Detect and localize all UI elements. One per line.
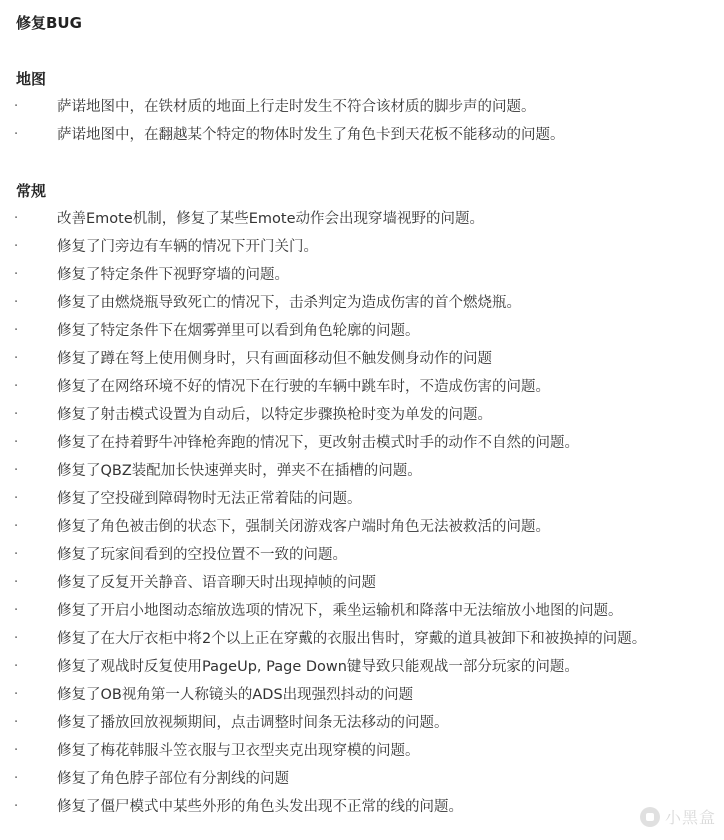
list-item-text: 修复了僵尸模式中某些外形的角色头发出现不正常的线的问题。 xyxy=(57,799,463,815)
list-item xyxy=(0,683,724,711)
list-item-text: 修复了观战时反复使用PageUp, Page Down键导致只能观战一部分玩家的问题。 xyxy=(57,659,579,675)
list-item xyxy=(0,263,724,291)
list-item-text: 修复了在持着野牛冲锋枪奔跑的情况下，更改射击模式时手的动作不自然的问题。 xyxy=(57,435,579,451)
bullet-dot: · xyxy=(14,127,19,142)
watermark-text: 小黑盒 xyxy=(664,808,716,827)
section-heading-map: 地图 xyxy=(16,70,47,88)
watermark xyxy=(640,805,716,828)
list-item xyxy=(0,767,724,795)
list-item xyxy=(0,739,724,767)
list-item-text: 修复了在大厅衣柜中将2个以上正在穿戴的衣服出售时，穿戴的道具被卸下和被换掉的问题。 xyxy=(57,631,647,647)
list-item-text: 修复了特定条件下在烟雾弹里可以看到角色轮廓的问题。 xyxy=(57,323,420,339)
page-title: 修复BUG xyxy=(16,14,82,32)
bullet-dot: · xyxy=(14,659,19,674)
list-item xyxy=(0,795,724,823)
list-item-text: 修复了蹲在弩上使用侧身时，只有画面移动但不触发侧身动作的问题 xyxy=(57,351,492,367)
list-item-text: 修复了在网络环境不好的情况下在行驶的车辆中跳车时，不造成伤害的问题。 xyxy=(57,379,550,395)
list-item-text: 修复了OB视角第一人称镜头的ADS出现强烈抖动的问题 xyxy=(57,687,414,703)
section-heading-general: 常规 xyxy=(16,182,47,200)
map-fix-list xyxy=(0,95,724,151)
bullet-dot: · xyxy=(14,771,19,786)
list-item xyxy=(0,95,724,123)
bullet-dot: · xyxy=(14,351,19,366)
bullet-dot: · xyxy=(14,323,19,338)
bullet-dot: · xyxy=(14,519,19,534)
list-item-text: 修复了反复开关静音、语音聊天时出现掉帧的问题 xyxy=(57,575,376,591)
list-item-text: 修复了玩家间看到的空投位置不一致的问题。 xyxy=(57,547,347,563)
bullet-dot: · xyxy=(14,743,19,758)
general-fix-list xyxy=(0,207,724,823)
bullet-dot: · xyxy=(14,715,19,730)
list-item xyxy=(0,543,724,571)
list-item-text: 修复了门旁边有车辆的情况下开门关门。 xyxy=(57,239,318,255)
list-item-text: 修复了特定条件下视野穿墙的问题。 xyxy=(57,267,289,283)
watermark-logo-icon xyxy=(640,807,660,827)
list-item xyxy=(0,291,724,319)
list-item-text: 修复了梅花韩服斗笠衣服与卫衣型夹克出现穿模的问题。 xyxy=(57,743,420,759)
bullet-dot: · xyxy=(14,435,19,450)
bullet-dot: · xyxy=(14,379,19,394)
list-item xyxy=(0,319,724,347)
list-item xyxy=(0,459,724,487)
list-item xyxy=(0,571,724,599)
list-item xyxy=(0,655,724,683)
list-item xyxy=(0,347,724,375)
bullet-dot: · xyxy=(14,295,19,310)
bullet-dot: · xyxy=(14,799,19,814)
list-item xyxy=(0,599,724,627)
bullet-dot: · xyxy=(14,687,19,702)
list-item xyxy=(0,235,724,263)
list-item-text: 修复了角色脖子部位有分割线的问题 xyxy=(57,771,289,787)
list-item-text: 修复了播放回放视频期间，点击调整时间条无法移动的问题。 xyxy=(57,715,449,731)
bullet-dot: · xyxy=(14,99,19,114)
bullet-dot: · xyxy=(14,575,19,590)
list-item xyxy=(0,375,724,403)
list-item-text: 修复了空投碰到障碍物时无法正常着陆的问题。 xyxy=(57,491,362,507)
list-item-text: 修复了射击模式设置为自动后，以特定步骤换枪时变为单发的问题。 xyxy=(57,407,492,423)
bullet-dot: · xyxy=(14,267,19,282)
list-item xyxy=(0,431,724,459)
list-item-text: 修复了QBZ装配加长快速弹夹时，弹夹不在插槽的问题。 xyxy=(57,463,422,479)
list-item xyxy=(0,123,724,151)
bullet-dot: · xyxy=(14,211,19,226)
list-item xyxy=(0,627,724,655)
list-item xyxy=(0,207,724,235)
list-item-text: 萨诺地图中，在翻越某个特定的物体时发生了角色卡到天花板不能移动的问题。 xyxy=(57,127,565,143)
bullet-dot: · xyxy=(14,491,19,506)
list-item-text: 修复了角色被击倒的状态下，强制关闭游戏客户端时角色无法被救活的问题。 xyxy=(57,519,550,535)
list-item-text: 萨诺地图中，在铁材质的地面上行走时发生不符合该材质的脚步声的问题。 xyxy=(57,99,536,115)
bullet-dot: · xyxy=(14,631,19,646)
list-item xyxy=(0,403,724,431)
list-item xyxy=(0,515,724,543)
bullet-dot: · xyxy=(14,603,19,618)
bullet-dot: · xyxy=(14,407,19,422)
bullet-dot: · xyxy=(14,239,19,254)
list-item-text: 改善Emote机制，修复了某些Emote动作会出现穿墙视野的问题。 xyxy=(57,211,485,227)
list-item xyxy=(0,487,724,515)
list-item xyxy=(0,711,724,739)
bullet-dot: · xyxy=(14,463,19,478)
list-item-text: 修复了开启小地图动态缩放选项的情况下，乘坐运输机和降落中无法缩放小地图的问题。 xyxy=(57,603,623,619)
bullet-dot: · xyxy=(14,547,19,562)
list-item-text: 修复了由燃烧瓶导致死亡的情况下，击杀判定为造成伤害的首个燃烧瓶。 xyxy=(57,295,521,311)
